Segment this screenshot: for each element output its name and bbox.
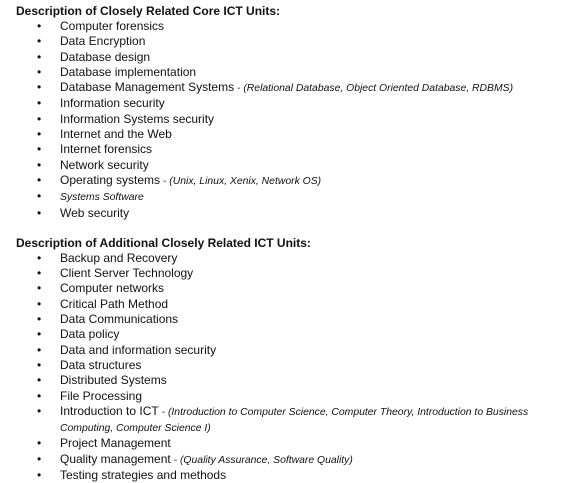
- list-item-label: Data Communications: [60, 312, 179, 327]
- bullet-icon: •: [37, 266, 42, 281]
- list-item: [16, 436, 576, 451]
- list-item-label: Internet forensics: [60, 142, 153, 157]
- list-item: [16, 189, 576, 205]
- bullet-icon: •: [37, 127, 42, 142]
- list-item: [16, 112, 576, 127]
- list-item-label: Quality management: [60, 451, 171, 466]
- bullet-icon: •: [37, 327, 42, 342]
- bullet-icon: •: [37, 451, 42, 466]
- bullet-icon: •: [37, 19, 42, 33]
- bullet-icon: •: [37, 373, 42, 388]
- list-item: [16, 34, 576, 49]
- list-item: [16, 281, 576, 296]
- bullet-icon: •: [37, 312, 42, 327]
- bullet-icon: •: [37, 142, 42, 157]
- bullet-icon: •: [37, 205, 42, 220]
- bullet-icon: •: [37, 357, 42, 372]
- bullet-icon: •: [37, 189, 42, 204]
- list-item: [16, 312, 576, 327]
- list-item-note: Systems Software: [60, 192, 144, 204]
- list-item: [16, 19, 576, 34]
- list-item: [16, 358, 576, 373]
- list-item: [16, 327, 576, 342]
- additional-units-list: [16, 251, 576, 483]
- list-item: [16, 373, 576, 388]
- list-item-label: Project Management: [60, 436, 171, 451]
- list-item-label: Operating systems: [60, 172, 161, 187]
- list-item: [16, 297, 576, 312]
- list-item: [16, 65, 576, 80]
- list-item-note: - (Introduction to Computer Science, Computer Theory, Introduction to Business Computing, Computer Science I): [60, 406, 529, 435]
- list-item-label: Web security: [60, 205, 130, 220]
- list-item-label: Information Systems security: [60, 111, 215, 126]
- bullet-icon: •: [37, 250, 42, 265]
- list-item-label: Testing strategies and methods: [60, 468, 227, 483]
- bullet-icon: •: [37, 157, 42, 172]
- bullet-icon: •: [37, 172, 42, 187]
- list-item-label: Introduction to ICT: [60, 403, 159, 418]
- list-item: [16, 142, 576, 157]
- list-item: [16, 96, 576, 111]
- list-item-label: Data and information security: [60, 342, 217, 357]
- list-item-label: Database implementation: [60, 64, 197, 79]
- list-item-label: Internet and the Web: [60, 127, 172, 142]
- list-item-label: Distributed Systems: [60, 373, 167, 388]
- bullet-icon: •: [37, 34, 42, 49]
- bullet-icon: •: [37, 468, 42, 483]
- list-item-label: Client Server Technology: [60, 266, 194, 281]
- bullet-icon: •: [37, 403, 42, 418]
- bullet-icon: •: [37, 49, 42, 64]
- bullet-icon: •: [37, 388, 42, 403]
- list-item: [16, 173, 576, 189]
- list-item: [16, 389, 576, 404]
- list-item-note: - (Relational Database, Object Oriented Database, RDBMS): [234, 83, 514, 95]
- list-item-label: Data policy: [60, 327, 120, 342]
- list-item-label: Backup and Recovery: [60, 250, 178, 265]
- list-item: [16, 266, 576, 281]
- list-item: [16, 343, 576, 358]
- list-item-label: Data Encryption: [60, 34, 146, 49]
- list-item-note: - (Quality Assurance, Software Quality): [170, 454, 353, 466]
- core-units-list: [16, 19, 576, 221]
- list-item-label: Information security: [60, 96, 165, 111]
- list-item: [16, 127, 576, 142]
- bullet-icon: •: [37, 64, 42, 79]
- bullet-icon: •: [37, 296, 42, 311]
- bullet-icon: •: [37, 342, 42, 357]
- list-item-label: Data structures: [60, 357, 142, 372]
- section-heading-additional: Description of Additional Closely Related ICT Units:: [16, 235, 311, 250]
- bullet-icon: •: [37, 111, 42, 126]
- list-item-label: Computer networks: [60, 281, 165, 296]
- list-item: [16, 158, 576, 173]
- bullet-icon: •: [37, 436, 42, 451]
- list-item: [16, 80, 576, 96]
- list-item-note: - (Unix, Linux, Xenix, Network OS): [160, 175, 322, 187]
- bullet-icon: •: [37, 96, 42, 111]
- list-item: [16, 404, 576, 437]
- list-item: [16, 50, 576, 65]
- list-item-label: Database Management Systems: [60, 80, 235, 95]
- list-item-label: Network security: [60, 157, 149, 172]
- list-item-label: Critical Path Method: [60, 296, 169, 311]
- list-item: [16, 251, 576, 266]
- list-item-label: File Processing: [60, 388, 143, 403]
- bullet-icon: •: [37, 281, 42, 296]
- list-item-label: Computer forensics: [60, 19, 165, 33]
- list-item-label: Database design: [60, 49, 151, 64]
- bullet-icon: •: [37, 80, 42, 95]
- section-heading-core: Description of Closely Related Core ICT Units:: [16, 4, 281, 18]
- list-item: [16, 206, 576, 221]
- list-item: [16, 452, 576, 468]
